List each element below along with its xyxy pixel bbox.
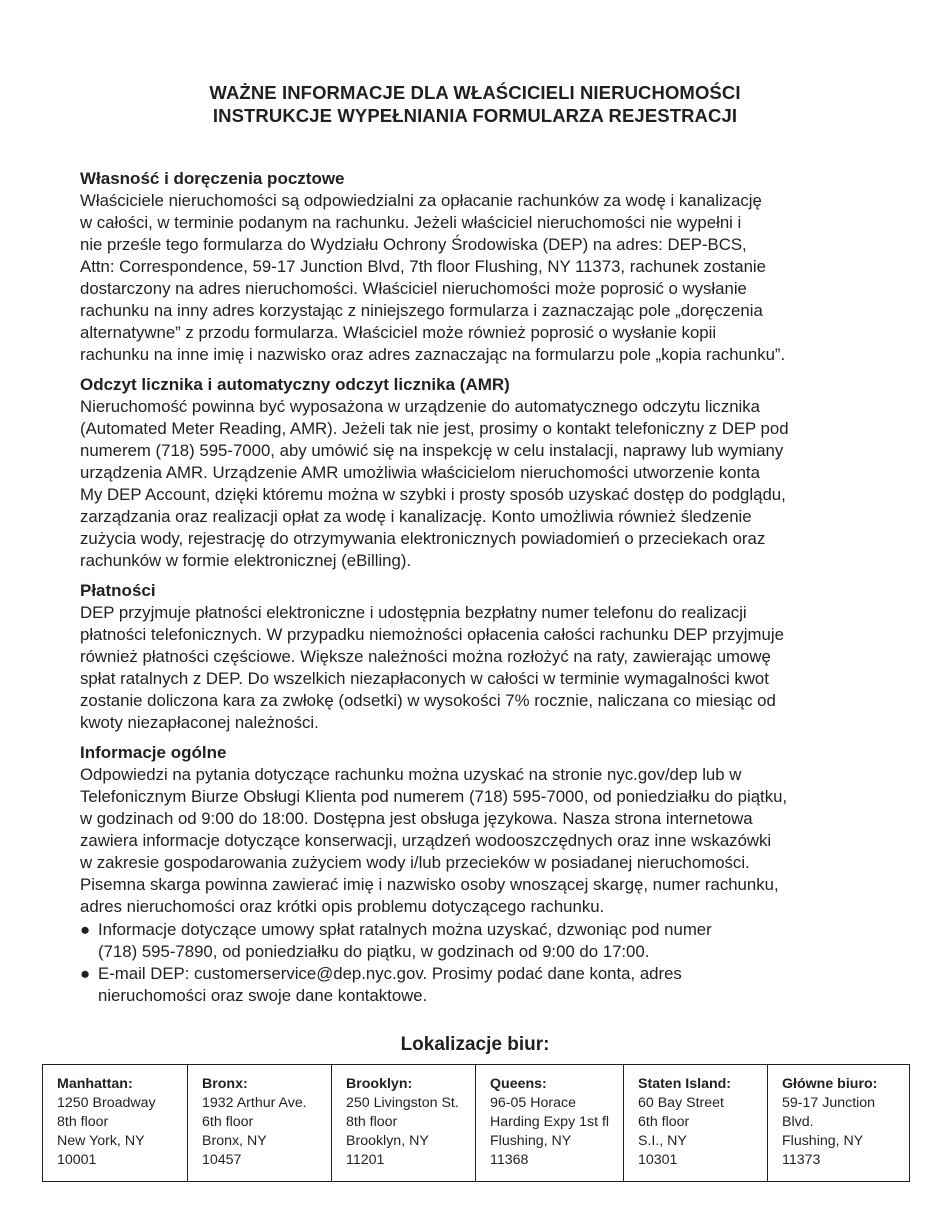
office-address-line: Flushing, NY: [782, 1133, 864, 1149]
text-line: w zakresie gospodarowania zużyciem wody i/lub przecieków w posiadanej nieruchomości.: [80, 853, 750, 872]
office-address-line: 11373: [782, 1152, 821, 1168]
office-bronx: [188, 1065, 332, 1181]
office-brooklyn: [332, 1065, 476, 1181]
bullet-item: [80, 919, 880, 963]
text-line: rachunku na inne imię i nazwisko oraz adres zaznaczając na formularzu pole „kopia rachunku”.: [80, 345, 786, 364]
text-line: Attn: Correspondence, 59-17 Junction Blvd, 7th floor Flushing, NY 11373, rachunek zostanie: [80, 257, 766, 276]
office-address-line: 8th floor: [57, 1114, 109, 1130]
section-title: Własność i doręczenia pocztowe: [80, 169, 345, 188]
office-name: Główne biuro:: [782, 1076, 878, 1092]
section-title: Odczyt licznika i automatyczny odczyt licznika (AMR): [80, 375, 510, 394]
section-text: [80, 602, 880, 734]
text-line: rachunków w formie elektronicznej (eBilling).: [80, 551, 412, 570]
text-line: zarządzania oraz realizacji opłat za wodę i kanalizację. Konto umożliwia również śledzenie: [80, 507, 752, 526]
office-address-line: Blvd.: [782, 1114, 814, 1130]
text-line: Właściciele nieruchomości są odpowiedzialni za opłacanie rachunków za wodę i kanalizację: [80, 191, 762, 210]
document-header: [80, 81, 870, 127]
header-line-1: WAŻNE INFORMACJE DLA WŁAŚCICIELI NIERUCHOMOŚCI: [209, 82, 741, 103]
text-line: My DEP Account, dzięki któremu można w szybki i prosty sposób uzyskać dostęp do podglądu,: [80, 485, 786, 504]
text-line: (718) 595-7890, od poniedziałku do piątku, w godzinach od 9:00 do 17:00.: [98, 942, 650, 961]
office-address-line: 11201: [346, 1152, 385, 1168]
text-line: Informacje dotyczące umowy spłat ratalnych można uzyskać, dzwoniąc pod numer: [98, 920, 712, 939]
office-address-line: 59-17 Junction: [782, 1095, 876, 1111]
text-line: kwoty niezapłaconej należności.: [80, 713, 319, 732]
office-address-line: S.I., NY: [638, 1133, 687, 1149]
text-line: numerem (718) 595-7000, aby umówić się na inspekcję w celu instalacji, naprawy lub wymiany: [80, 441, 784, 460]
office-address-line: 1932 Arthur Ave.: [202, 1095, 307, 1111]
office-address-line: 250 Livingston St.: [346, 1095, 459, 1111]
text-line: nie prześle tego formularza do Wydziału Ochrony Środowiska (DEP) na adres: DEP-BCS,: [80, 235, 747, 254]
office-address-line: 8th floor: [346, 1114, 398, 1130]
text-line: Nieruchomość powinna być wyposażona w urządzenie do automatycznego odczytu licznika: [80, 397, 761, 416]
text-line: dostarczony na adres nieruchomości. Właściciel nieruchomości może poprosić o wysłanie: [80, 279, 747, 298]
section-title: Płatności: [80, 581, 156, 600]
text-line: (Automated Meter Reading, AMR). Jeżeli tak nie jest, prosimy o kontakt telefoniczny z DEP pod: [80, 419, 789, 438]
office-main: [768, 1065, 908, 1181]
office-address-line: 6th floor: [638, 1114, 690, 1130]
office-address-line: 60 Bay Street: [638, 1095, 724, 1111]
office-address-line: New York, NY: [57, 1133, 145, 1149]
office-queens: [476, 1065, 624, 1181]
text-line: DEP przyjmuje płatności elektroniczne i udostępnia bezpłatny numer telefonu do realizacji: [80, 603, 747, 622]
bullet-list: [80, 919, 880, 1007]
office-staten-island: [624, 1065, 768, 1181]
office-address-line: Flushing, NY: [490, 1133, 572, 1149]
office-manhattan: [43, 1065, 188, 1181]
document-body: [80, 168, 880, 1015]
text-line: spłat ratalnych z DEP. Do wszelkich niezapłaconych w całości w terminie wymagalności kwot: [80, 669, 769, 688]
bullet-icon: ●: [80, 964, 91, 983]
office-address-line: 10001: [57, 1152, 97, 1168]
office-name: Brooklyn:: [346, 1076, 413, 1092]
text-line: zostanie doliczona kara za zwłokę (odsetki) w wysokości 7% rocznie, naliczana co miesiąc od: [80, 691, 776, 710]
section-text: [80, 190, 880, 366]
text-line: Odpowiedzi na pytania dotyczące rachunku można uzyskać na stronie nyc.gov/dep lub w: [80, 765, 742, 784]
offices-title: Lokalizacje biur:: [400, 1034, 550, 1055]
section-payments: [80, 580, 880, 734]
bullet-item: [80, 963, 880, 1007]
text-line: alternatywne” z przodu formularza. Właściciel może również poprosić o wysłanie kopii: [80, 323, 717, 342]
office-address-line: 1250 Broadway: [57, 1095, 156, 1111]
text-line: adres nieruchomości oraz krótki opis problemu dotyczącego rachunku.: [80, 897, 605, 916]
section-general-info: [80, 742, 880, 1007]
office-address-line: 6th floor: [202, 1114, 254, 1130]
section-title: Informacje ogólne: [80, 743, 227, 762]
text-line: płatności telefonicznych. W przypadku niemożności opłacenia całości rachunku DEP przyjmuje: [80, 625, 784, 644]
text-line: Telefonicznym Biurze Obsługi Klienta pod numerem (718) 595-7000, od poniedziałku do piątku,: [80, 787, 788, 806]
text-line: rachunku na inny adres korzystając z niniejszego formularza i zaznaczając pole „doręczenia: [80, 301, 763, 320]
office-name: Queens:: [490, 1076, 547, 1092]
office-address-line: Brooklyn, NY: [346, 1133, 429, 1149]
text-line: urządzenia AMR. Urządzenie AMR umożliwia właścicielom nieruchomości utworzenie konta: [80, 463, 760, 482]
section-ownership: [80, 168, 880, 366]
text-line: Pisemna skarga powinna zawierać imię i nazwisko osoby wnoszącej skargę, numer rachunku,: [80, 875, 779, 894]
office-name: Bronx:: [202, 1076, 248, 1092]
text-line: zawiera informacje dotyczące konserwacji, urządzeń wodooszczędnych oraz inne wskazówki: [80, 831, 772, 850]
office-address-line: 10457: [202, 1152, 242, 1168]
offices-table: [42, 1064, 910, 1182]
text-line: również płatności częściowe. Większe należności można rozłożyć na raty, zawierając umowę: [80, 647, 771, 666]
bullet-icon: ●: [80, 920, 91, 939]
text-line: w całości, w terminie podanym na rachunku. Jeżeli właściciel nieruchomości nie wypełni i: [80, 213, 742, 232]
section-text: [80, 764, 880, 918]
text-line: w godzinach od 9:00 do 18:00. Dostępna jest obsługa językowa. Nasza strona internetowa: [80, 809, 753, 828]
office-address-line: Harding Expy 1st fl: [490, 1114, 610, 1130]
office-name: Manhattan:: [57, 1076, 133, 1092]
section-meter-reading: [80, 374, 880, 572]
office-address-line: 96-05 Horace: [490, 1095, 576, 1111]
office-address-line: 11368: [490, 1152, 529, 1168]
text-line: E-mail DEP: customerservice@dep.nyc.gov. Prosimy podać dane konta, adres: [98, 964, 682, 983]
office-address-line: Bronx, NY: [202, 1133, 267, 1149]
text-line: nieruchomości oraz swoje dane kontaktowe.: [98, 986, 428, 1005]
office-name: Staten Island:: [638, 1076, 732, 1092]
header-line-2: INSTRUKCJE WYPEŁNIANIA FORMULARZA REJESTRACJI: [212, 105, 738, 126]
section-text: [80, 396, 880, 572]
office-address-line: 10301: [638, 1152, 678, 1168]
text-line: zużycia wody, rejestrację do otrzymywania elektronicznych powiadomień o przeciekach oraz: [80, 529, 766, 548]
